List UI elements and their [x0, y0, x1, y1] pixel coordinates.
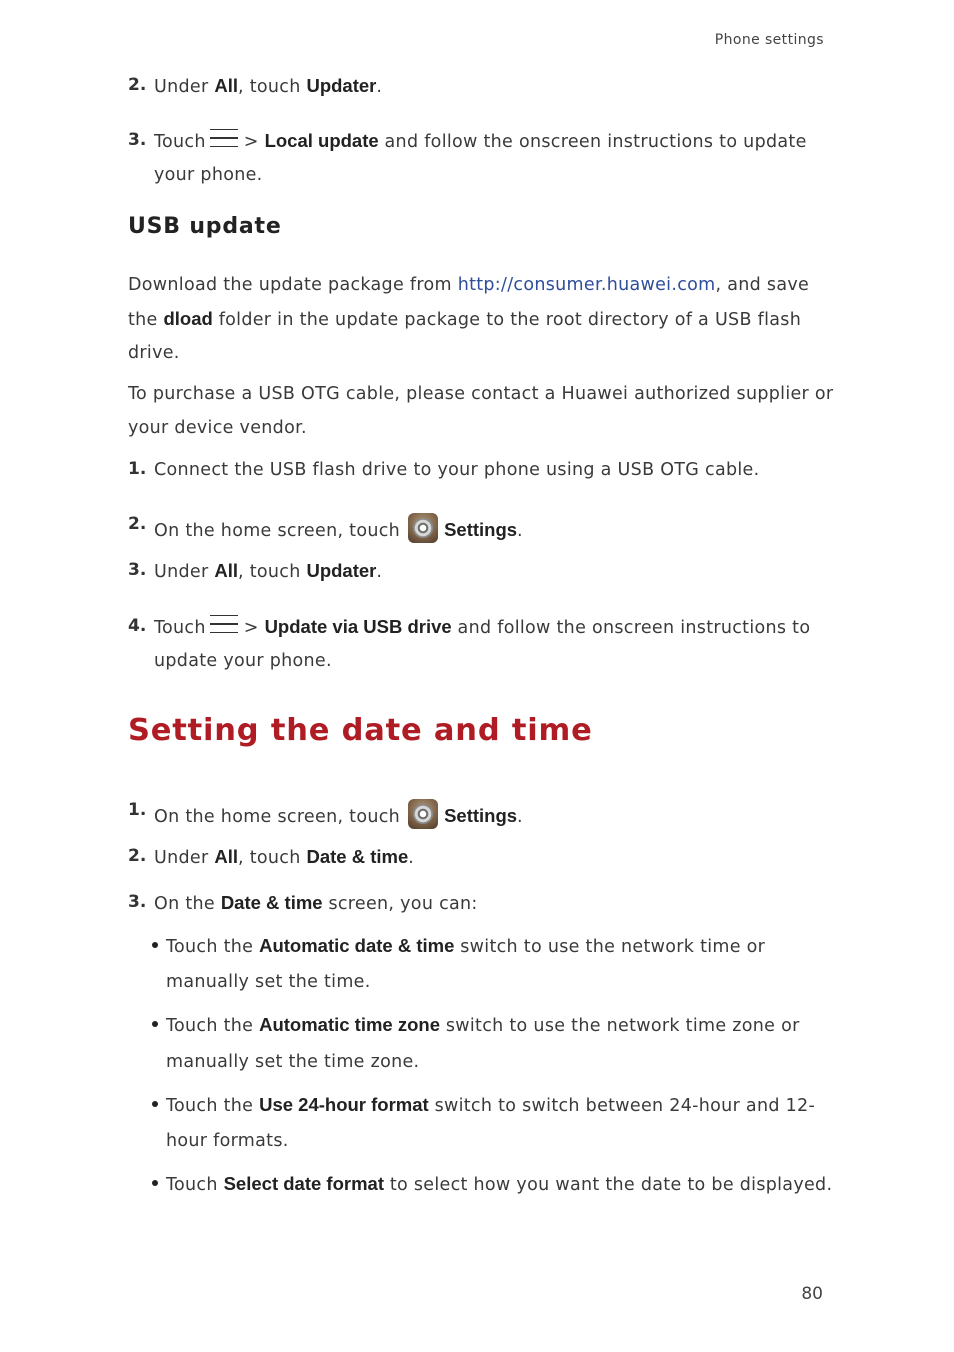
step-text: On the home screen, touch Settings. — [154, 799, 523, 829]
step-text-continued: your phone. — [154, 165, 263, 185]
step-text: On the Date & time screen, you can: — [154, 892, 478, 914]
bullet-dot — [152, 1101, 158, 1107]
step-number: 2. — [128, 514, 147, 534]
step-text-continued: update your phone. — [154, 651, 332, 671]
bullet-text: Touch the Use 24-hour format switch to switch between 24-hour and 12- — [166, 1094, 816, 1116]
settings-app-icon — [408, 513, 438, 543]
running-header: Phone settings — [714, 32, 824, 48]
page-number: 80 — [801, 1284, 823, 1304]
bullet-text: Touch the Automatic time zone switch to use the network time zone or — [166, 1014, 800, 1036]
step-number: 3. — [128, 892, 147, 912]
step-text: Under All, touch Updater. — [154, 75, 383, 97]
step-text: Connect the USB flash drive to your phone using a USB OTG cable. — [154, 460, 760, 480]
step-number: 3. — [128, 560, 147, 580]
bullet-dot — [152, 942, 158, 948]
step-text: Touch > Local update and follow the onscreen instructions to update — [154, 130, 807, 152]
step-number: 1. — [128, 459, 147, 479]
huawei-link[interactable]: http://consumer.huawei.com — [457, 275, 716, 295]
settings-app-icon — [408, 799, 438, 829]
paragraph-line: the dload folder in the update package to the root directory of a USB flash — [128, 308, 802, 330]
step-number: 1. — [128, 800, 147, 820]
step-number: 3. — [128, 130, 147, 150]
step-text: Under All, touch Updater. — [154, 560, 383, 582]
paragraph-line: To purchase a USB OTG cable, please contact a Huawei authorized supplier or — [128, 384, 834, 404]
bullet-text: Touch the Automatic date & time switch to use the network time or — [166, 935, 766, 957]
paragraph-line: drive. — [128, 343, 180, 363]
section-heading: USB update — [128, 214, 282, 239]
paragraph-line: your device vendor. — [128, 418, 307, 438]
paragraph-line: Download the update package from http://consumer.huawei.com, and save — [128, 275, 810, 295]
step-number: 4. — [128, 616, 147, 636]
bullet-text-continued: hour formats. — [166, 1131, 289, 1151]
step-text: On the home screen, touch Settings. — [154, 513, 523, 543]
bullet-text-continued: manually set the time. — [166, 972, 371, 992]
step-number: 2. — [128, 75, 147, 95]
menu-icon — [210, 129, 238, 149]
menu-icon — [210, 615, 238, 635]
bullet-text-continued: manually set the time zone. — [166, 1052, 420, 1072]
bullet-dot — [152, 1180, 158, 1186]
section-title: Setting the date and time — [128, 713, 593, 748]
bullet-dot — [152, 1021, 158, 1027]
step-number: 2. — [128, 846, 147, 866]
bullet-text: Touch Select date format to select how you want the date to be displayed. — [166, 1173, 833, 1195]
step-text: Under All, touch Date & time. — [154, 846, 415, 868]
step-text: Touch > Update via USB drive and follow the onscreen instructions to — [154, 616, 811, 638]
